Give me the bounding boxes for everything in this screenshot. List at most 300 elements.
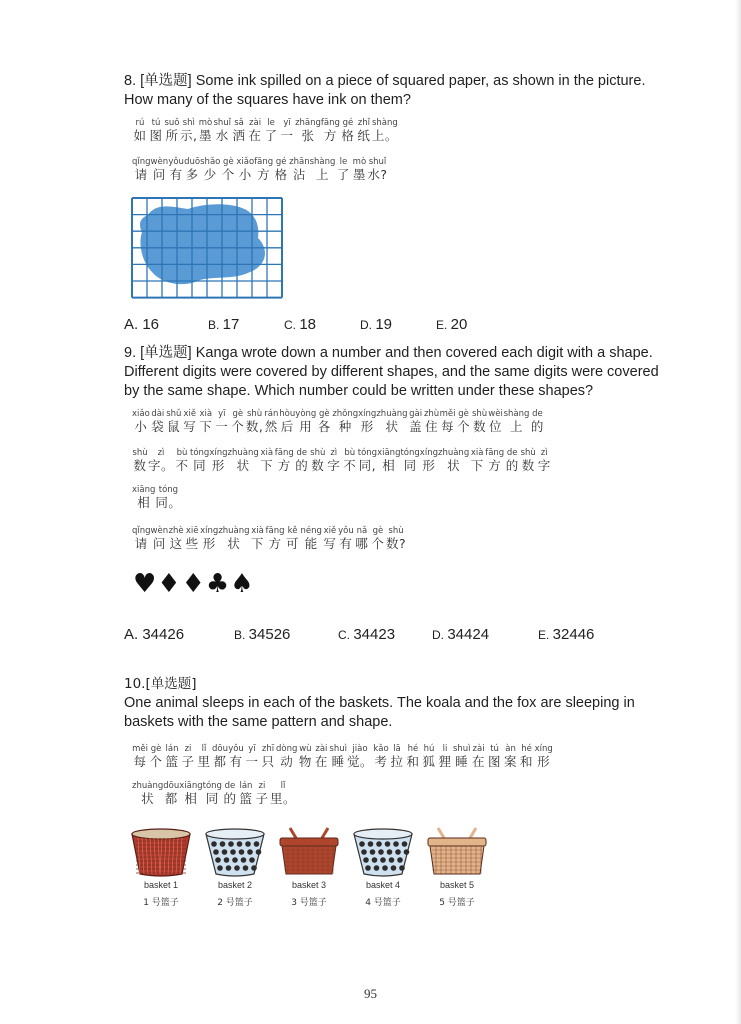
hanzi-character: 张	[301, 128, 315, 143]
pinyin-syllable: wèi	[488, 409, 503, 419]
hanzi-character: 形	[537, 754, 551, 769]
pinyin-cell	[228, 744, 244, 769]
pinyin-cell	[322, 526, 338, 551]
basket-label: basket 1	[143, 880, 179, 890]
pinyin-cell	[259, 448, 275, 473]
hanzi-character: 形	[360, 419, 374, 434]
pinyin-cell	[487, 744, 503, 769]
answer-option[interactable]	[124, 316, 208, 333]
pinyin-syllable: xíng	[209, 448, 228, 458]
hanzi-character: 相	[382, 458, 396, 473]
hanzi-character: 形	[202, 536, 216, 551]
question-10-tag: 10.[单选题]	[124, 676, 197, 692]
pinyin-syllable: zhī	[261, 744, 275, 754]
hanzi-character: 只	[261, 754, 275, 769]
pinyin-syllable: zài	[315, 744, 328, 754]
hanzi-character: 不	[343, 458, 357, 473]
hanzi-character: 了	[264, 128, 278, 143]
pinyin-cell	[279, 118, 295, 143]
hanzi-character: 相	[137, 495, 151, 510]
pinyin-syllable: shù	[471, 409, 488, 419]
hanzi-character: 考	[374, 754, 388, 769]
basket-label-cn: 4 号篮子	[365, 898, 401, 908]
hanzi-character: 有	[339, 536, 353, 551]
pinyin-syllable: shǎo	[200, 157, 221, 167]
pinyin-cell	[504, 448, 520, 473]
hanzi-character: 个	[457, 419, 471, 434]
hanzi-character: 个	[371, 536, 385, 551]
pinyin-cell	[231, 118, 247, 143]
pinyin-syllable: mò	[198, 118, 213, 128]
pinyin-cell	[301, 526, 322, 551]
pinyin-cell	[421, 744, 437, 769]
hanzi-character: 所	[165, 128, 179, 143]
pinyin-syllable: qǐng	[132, 526, 151, 536]
hanzi-character: 狸	[438, 754, 452, 769]
pinyin-cell	[338, 526, 354, 551]
pinyin-syllable: dài	[151, 409, 165, 419]
hanzi-character: 同	[403, 458, 417, 473]
pinyin-cell	[179, 781, 202, 806]
basket-label: basket 3	[291, 880, 327, 890]
pinyin-cell	[263, 118, 279, 143]
pinyin-cell	[168, 526, 184, 551]
basket-2	[198, 826, 272, 908]
hanzi-character: 状	[227, 536, 241, 551]
pinyin-syllable: sǎ	[234, 118, 244, 128]
pinyin-syllable: shù	[132, 448, 148, 458]
pinyin-cell	[148, 118, 164, 143]
pinyin-cell	[213, 118, 231, 143]
hanzi-character: 沾	[292, 167, 306, 182]
hanzi-character: 如	[133, 128, 147, 143]
hanzi-character: 数	[521, 458, 535, 473]
hanzi-character: 方	[257, 167, 271, 182]
hanzi-character: 问	[152, 167, 166, 182]
hanzi-character: 状	[141, 791, 155, 806]
basket-label-cn: 5 号篮子	[439, 898, 475, 908]
basket-label: basket 5	[439, 880, 475, 890]
hanzi-character: 同	[193, 458, 207, 473]
hanzi-character: 数,	[245, 419, 264, 434]
pinyin-syllable: zì	[540, 448, 548, 458]
hanzi-character: 鼠	[167, 419, 181, 434]
option-letter: E.	[436, 318, 451, 332]
hanzi-character: 然	[264, 419, 278, 434]
pinyin-cell	[358, 409, 376, 434]
answer-option[interactable]	[538, 626, 628, 643]
hanzi-character: 能	[304, 536, 318, 551]
pinyin-cell	[247, 118, 263, 143]
basket-4	[346, 826, 420, 908]
hanzi-character: 狐	[422, 754, 436, 769]
hanzi-character: 种	[338, 419, 352, 434]
pinyin-cell	[230, 409, 246, 434]
hanzi-character: 状	[447, 458, 461, 473]
hanzi-character: 上	[509, 419, 523, 434]
hanzi-character: 下	[251, 536, 265, 551]
pinyin-cell	[536, 448, 552, 473]
pinyin-cell	[437, 744, 453, 769]
answer-option[interactable]	[432, 626, 538, 643]
pinyin-cell	[332, 409, 358, 434]
pinyin-cell	[471, 744, 487, 769]
pinyin-syllable: shàng	[371, 118, 398, 128]
option-value: 20	[450, 316, 468, 333]
option-value: 32446	[552, 626, 595, 643]
pinyin-cell	[377, 448, 400, 473]
pinyin-syllable: gè	[150, 744, 162, 754]
pinyin-cell	[180, 118, 197, 143]
hanzi-character: 篮	[165, 754, 179, 769]
pinyin-cell	[367, 157, 387, 182]
pinyin-syllable: xiē	[185, 526, 199, 536]
pinyin-syllable: zài	[472, 744, 485, 754]
option-value: 16	[142, 316, 160, 333]
hanzi-character: 写	[183, 419, 197, 434]
page-number: 95	[364, 986, 377, 1001]
pinyin-cell	[190, 448, 209, 473]
pinyin-syllable: xiāng	[132, 485, 156, 495]
basket-label: basket 4	[365, 880, 401, 890]
hanzi-character: 上	[316, 167, 330, 182]
pinyin-cell	[370, 526, 386, 551]
hanzi-character: 拉	[390, 754, 404, 769]
question-8-options	[124, 316, 496, 333]
answer-option[interactable]	[124, 626, 234, 643]
pinyin-cell	[356, 118, 372, 143]
pinyin-syllable: mò	[352, 157, 367, 167]
hanzi-character: 方	[323, 128, 337, 143]
hanzi-character: 状	[385, 419, 399, 434]
pinyin-cell	[372, 118, 398, 143]
pinyin-cell	[297, 744, 313, 769]
hanzi-character: 下	[470, 458, 484, 473]
pinyin-cell	[168, 157, 184, 182]
hanzi-character: 用	[299, 419, 313, 434]
pinyin-line	[132, 744, 669, 769]
pinyin-line	[132, 448, 669, 473]
hanzi-character: 的	[505, 458, 519, 473]
pinyin-syllable: xíng	[419, 448, 438, 458]
pinyin-syllable: zhè	[168, 526, 184, 536]
pinyin-cell	[150, 409, 166, 434]
pinyin-syllable: zhuàng	[376, 409, 408, 419]
hanzi-character: 和	[520, 754, 534, 769]
pinyin-syllable: lǐ	[201, 744, 207, 754]
pinyin-cell	[260, 744, 276, 769]
ink-grid-svg	[130, 196, 284, 300]
pinyin-cell	[504, 409, 530, 434]
pinyin-line	[132, 485, 669, 510]
question-8	[124, 72, 669, 182]
pinyin-syllable: bù	[344, 448, 356, 458]
pinyin-cell	[354, 526, 370, 551]
hanzi-character: 一	[280, 128, 294, 143]
pinyin-syllable: rán	[264, 409, 279, 419]
hanzi-character: 字。	[148, 458, 175, 473]
pinyin-syllable: xià	[260, 448, 274, 458]
pinyin-syllable: zi	[184, 744, 192, 754]
hanzi-character: 睡	[331, 754, 345, 769]
pinyin-cell	[132, 485, 155, 510]
pinyin-syllable: yī	[248, 744, 256, 754]
pinyin-cell	[246, 409, 263, 434]
basket-label-cn: 1 号篮子	[143, 898, 179, 908]
pinyin-cell	[342, 448, 358, 473]
pinyin-cell	[250, 526, 266, 551]
hanzi-character: 了	[336, 167, 350, 182]
hanzi-character: 盖	[409, 419, 423, 434]
pinyin-syllable: lā	[393, 744, 401, 754]
pinyin-syllable: xíng	[200, 526, 219, 536]
hanzi-character: 方	[268, 536, 282, 551]
pinyin-syllable: shù	[520, 448, 536, 458]
pinyin-cell	[164, 118, 180, 143]
hanzi-character: 可	[286, 536, 300, 551]
pinyin-cell	[420, 448, 438, 473]
pinyin-cell	[236, 157, 254, 182]
pinyin-syllable: zhuàng	[132, 781, 164, 791]
hanzi-character: 少	[203, 167, 217, 182]
pinyin-syllable: gài	[409, 409, 423, 419]
pinyin-cell	[400, 448, 419, 473]
option-letter: A.	[124, 626, 143, 643]
option-letter: B.	[234, 628, 249, 642]
pinyin-cell	[182, 409, 198, 434]
option-letter: A.	[124, 316, 143, 333]
pinyin-syllable: gè	[458, 409, 469, 419]
hanzi-character: 睡	[455, 754, 469, 769]
pinyin-syllable: zì	[330, 448, 338, 458]
pinyin-syllable: fāng	[274, 448, 294, 458]
pinyin-cell	[132, 781, 163, 806]
hanzi-character: 同。	[155, 495, 182, 510]
pinyin-cell	[184, 526, 200, 551]
shape-symbols: ♥♦♦♣♠	[133, 569, 255, 599]
pinyin-syllable: lán	[239, 781, 253, 791]
pinyin-syllable: gè	[232, 409, 244, 419]
pinyin-syllable: hé	[407, 744, 419, 754]
hanzi-character: 同	[205, 791, 219, 806]
pinyin-syllable: lán	[165, 744, 179, 754]
pinyin-cell	[405, 744, 421, 769]
hanzi-character: 在	[248, 128, 262, 143]
pinyin-syllable: fāng	[320, 118, 340, 128]
pinyin-syllable: de	[224, 781, 236, 791]
pinyin-syllable: zhǒng	[332, 409, 359, 419]
hanzi-character: 图	[149, 128, 163, 143]
hanzi-character: 有	[169, 167, 183, 182]
pinyin-syllable: shǔ	[166, 409, 182, 419]
pinyin-cell	[295, 409, 316, 434]
pinyin-line	[132, 526, 669, 551]
pinyin-syllable: dōu	[212, 744, 228, 754]
pinyin-cell	[220, 157, 236, 182]
pinyin-cell	[132, 118, 148, 143]
pinyin-syllable: jiào	[352, 744, 368, 754]
pinyin-syllable: xiě	[183, 409, 197, 419]
answer-option[interactable]	[338, 626, 432, 643]
pinyin-syllable: yòng	[295, 409, 317, 419]
pinyin-cell	[335, 157, 351, 182]
hanzi-character: 的	[223, 791, 237, 806]
pinyin-cell	[386, 526, 406, 551]
question-10-pinyin	[124, 744, 669, 806]
pinyin-syllable: lǐ	[280, 781, 286, 791]
pinyin-syllable: xià	[199, 409, 213, 419]
pinyin-syllable: wèn	[150, 157, 169, 167]
question-9-options	[124, 626, 628, 643]
ink-grid-figure	[130, 196, 284, 305]
pinyin-cell	[285, 526, 301, 551]
pinyin-cell	[163, 781, 179, 806]
hanzi-character: 水?	[367, 167, 388, 182]
hanzi-character: 形	[422, 458, 436, 473]
hanzi-character: 下	[199, 419, 213, 434]
pinyin-syllable: de	[506, 448, 518, 458]
page-edge	[735, 0, 741, 1024]
pinyin-syllable: zì	[157, 448, 165, 458]
pinyin-cell	[273, 157, 289, 182]
hanzi-character: 位	[489, 419, 503, 434]
pinyin-syllable: měi	[132, 744, 148, 754]
hanzi-character: 这	[169, 536, 183, 551]
pinyin-cell	[218, 526, 249, 551]
option-letter: B.	[208, 318, 223, 332]
pinyin-cell	[132, 409, 150, 434]
hanzi-character: 示,	[180, 128, 198, 143]
pinyin-cell	[148, 744, 164, 769]
hanzi-character: 写	[323, 536, 337, 551]
pinyin-syllable: qǐng	[132, 157, 151, 167]
hanzi-character: 的	[295, 458, 309, 473]
option-letter: D.	[432, 628, 448, 642]
answer-option[interactable]	[208, 316, 284, 333]
pinyin-syllable: gè	[372, 526, 384, 536]
pinyin-syllable: shuǐ	[213, 118, 232, 128]
hanzi-character: 上。	[371, 128, 398, 143]
pinyin-syllable: zi	[258, 781, 266, 791]
pinyin-cell	[151, 157, 169, 182]
pinyin-syllable: li	[442, 744, 448, 754]
pinyin-syllable: yǒu	[168, 157, 184, 167]
option-value: 19	[375, 316, 393, 333]
pinyin-syllable: hòu	[279, 409, 296, 419]
pinyin-cell	[198, 409, 214, 434]
question-10-text: One animal sleeps in each of the baskets. The koala and the fox are sleeping in baskets with the same pattern and shape.	[124, 695, 635, 730]
pinyin-syllable: zhuàng	[227, 448, 259, 458]
pinyin-cell	[275, 448, 294, 473]
option-value: 18	[299, 316, 317, 333]
pinyin-syllable: le	[267, 118, 275, 128]
pinyin-syllable: duō	[184, 157, 201, 167]
hanzi-character: 一	[245, 754, 259, 769]
pinyin-syllable: fāng	[485, 448, 505, 458]
hanzi-character: 子	[181, 754, 195, 769]
pinyin-cell	[520, 448, 536, 473]
pinyin-cell	[200, 157, 220, 182]
answer-option[interactable]	[284, 316, 360, 333]
hanzi-character: 篮	[239, 791, 253, 806]
option-letter: E.	[538, 628, 553, 642]
hanzi-character: 有	[229, 754, 243, 769]
hanzi-character: 和	[406, 754, 420, 769]
hanzi-character: 多	[185, 167, 199, 182]
pinyin-cell	[485, 448, 504, 473]
pinyin-cell	[310, 157, 336, 182]
pinyin-syllable: yǒu	[338, 526, 354, 536]
hanzi-character: 请	[134, 536, 148, 551]
pinyin-cell	[488, 409, 504, 434]
pinyin-syllable: shù	[310, 448, 326, 458]
pinyin-cell	[472, 409, 488, 434]
hanzi-character: 格	[341, 128, 355, 143]
hanzi-character: 字	[327, 458, 341, 473]
question-9-pinyin	[124, 409, 669, 551]
pinyin-syllable: dōu	[163, 781, 180, 791]
hanzi-character: 相	[184, 791, 198, 806]
hanzi-character: 在	[314, 754, 328, 769]
pinyin-cell	[408, 409, 424, 434]
basket-icon	[350, 826, 416, 878]
hanzi-character: 些	[185, 536, 199, 551]
hanzi-character: 里	[197, 754, 211, 769]
pinyin-syllable: yǒu	[228, 744, 244, 754]
pinyin-cell	[222, 781, 238, 806]
pinyin-cell	[148, 448, 174, 473]
pinyin-syllable: shuì	[452, 744, 471, 754]
answer-option[interactable]	[360, 316, 436, 333]
hanzi-character: 图	[488, 754, 502, 769]
answer-option[interactable]	[436, 316, 496, 333]
pinyin-syllable: shàng	[309, 157, 336, 167]
pinyin-cell	[212, 744, 228, 769]
pinyin-cell	[389, 744, 405, 769]
hanzi-character: 个	[231, 419, 245, 434]
hanzi-character: 里。	[269, 791, 296, 806]
pinyin-syllable: zhǐ	[357, 118, 370, 128]
option-letter: C.	[284, 318, 300, 332]
pinyin-cell	[244, 744, 260, 769]
hanzi-character: 物	[298, 754, 312, 769]
option-value: 17	[222, 316, 240, 333]
hanzi-character: 方	[277, 458, 291, 473]
basket-icon	[276, 826, 342, 878]
answer-option[interactable]	[234, 626, 338, 643]
pinyin-syllable: tóng	[400, 448, 420, 458]
pinyin-syllable: shàng	[503, 409, 530, 419]
pinyin-cell	[347, 744, 373, 769]
pinyin-cell	[238, 781, 254, 806]
pinyin-cell	[132, 526, 151, 551]
pinyin-cell	[295, 118, 321, 143]
pinyin-cell	[351, 157, 367, 182]
pinyin-cell	[535, 744, 553, 769]
question-9-text: 9. [单选题] Kanga wrote down a number and then covered each digit with a shape. Different digits were covered by different shapes, and the same digits were covered by the same shape. Which number could be written under these shapes?	[124, 345, 659, 399]
pinyin-cell	[294, 448, 310, 473]
basket-1	[124, 826, 198, 908]
pinyin-syllable: gè	[319, 409, 330, 419]
question-10	[124, 675, 669, 806]
pinyin-syllable: yī	[218, 409, 226, 419]
pinyin-cell	[263, 409, 279, 434]
hanzi-character: 哪	[355, 536, 369, 551]
pinyin-syllable: xíng	[534, 744, 553, 754]
hanzi-character: 问	[152, 536, 166, 551]
pinyin-syllable: néng	[300, 526, 322, 536]
pinyin-syllable: hú	[423, 744, 435, 754]
